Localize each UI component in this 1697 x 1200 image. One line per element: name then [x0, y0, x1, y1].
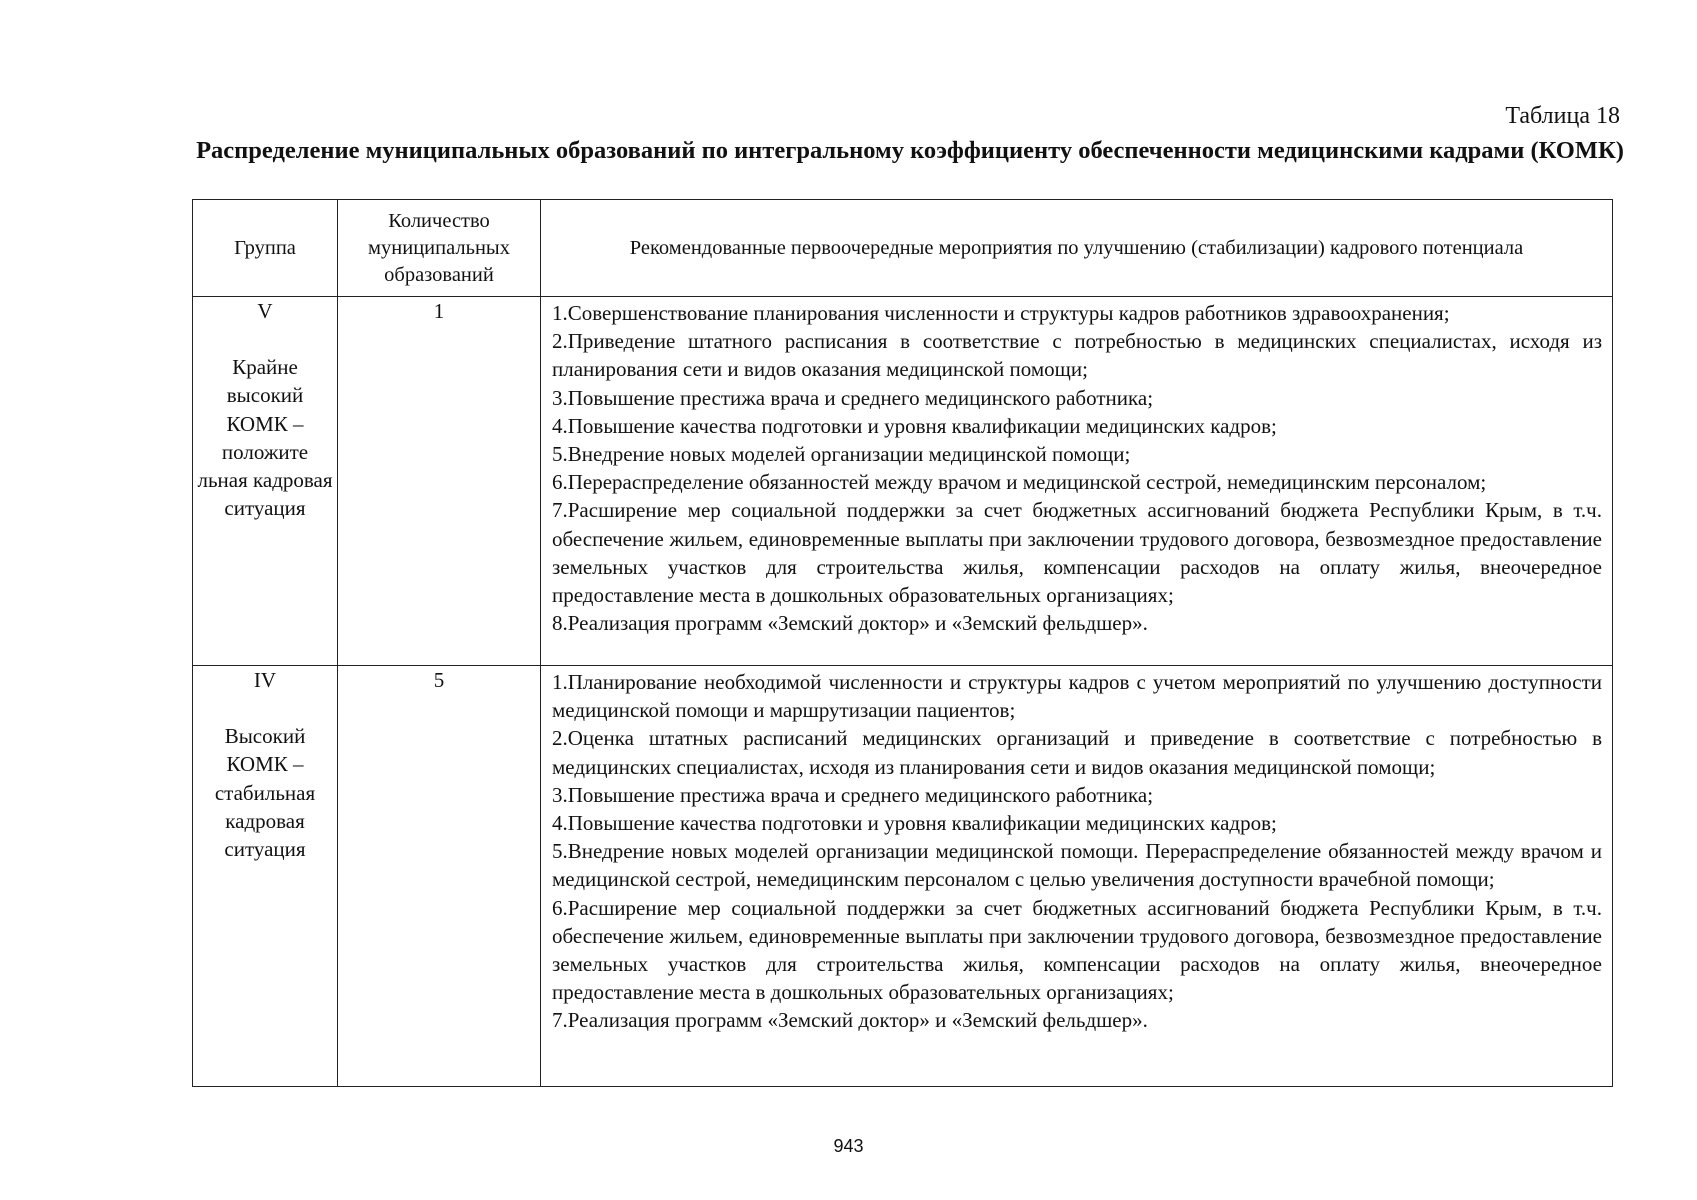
measures-cell	[541, 297, 1613, 666]
measure-item: 4.Повышение качества подготовки и уровня квалификации медицинских кадров;	[552, 413, 1277, 438]
table-row	[193, 297, 1613, 666]
measure-item: 2.Оценка штатных расписаний медицинских организаций и приведение в соответствие с потребностью в медицинских специалистах, исходя из планирования сети и видов оказания медицинской помощи;	[552, 726, 1602, 779]
group-name: Высокий КОМК – стабильная кадровая ситуация	[214, 724, 316, 862]
measure-item: 3.Повышение престижа врача и среднего медицинского работника;	[552, 782, 1154, 807]
group-roman: IV	[253, 668, 277, 692]
table-row	[193, 666, 1613, 1087]
group-cell	[193, 666, 338, 1087]
page-number: 943	[833, 1136, 864, 1156]
measures-cell	[541, 666, 1613, 1087]
measure-item: 3.Повышение престижа врача и среднего медицинского работника;	[552, 385, 1154, 410]
header-measures: Рекомендованные первоочередные мероприятия по улучшению (стабилизации) кадрового потенциала	[541, 200, 1613, 297]
measure-item: 8.Реализация программ «Земский доктор» и «Земский фельдшер».	[552, 611, 1148, 636]
measure-item: 6.Расширение мер социальной поддержки за счет бюджетных ассигнований бюджета Республики Крым, в т.ч. обеспечение жильем, единовременные выплаты при заключении трудового договора, безвозмездное предоставление земельных участков для строительства жилья, компенсации расходов на оплату жилья, внеочередное предоставление места в дошкольных образовательных организациях;	[552, 895, 1602, 1005]
table-title: Распределение муниципальных образований по интегральному коэффициенту обеспеченности медицинскими кадрами (КОМК)	[196, 137, 1624, 164]
measure-item: 1.Планирование необходимой численности и структуры кадров с учетом мероприятий по улучшению доступности медицинской помощи и маршрутизации пациентов;	[552, 670, 1602, 723]
header-group: Группа	[193, 200, 338, 297]
distribution-table	[192, 199, 1613, 1087]
measure-item: 4.Повышение качества подготовки и уровня квалификации медицинских кадров;	[552, 811, 1277, 836]
measure-item: 2.Приведение штатного расписания в соответствие с потребностью в медицинских специалистах, исходя из планирования сети и видов оказания медицинской помощи;	[552, 329, 1602, 382]
measure-item: 5.Внедрение новых моделей организации медицинской помощи. Перераспределение обязанностей между врачом и медицинской сестрой, немедицинским персоналом с целью увеличения доступности врачебной помощи;	[552, 839, 1602, 892]
table-header-row	[193, 200, 1613, 297]
table-label: Таблица 18	[1505, 103, 1620, 129]
count-cell: 1	[338, 297, 541, 666]
group-name: Крайне высокий КОМК – положите льная кадровая ситуация	[197, 355, 333, 521]
measure-item: 7.Расширение мер социальной поддержки за счет бюджетных ассигнований бюджета Республики Крым, в т.ч. обеспечение жильем, единовременные выплаты при заключении трудового договора, безвозмездное предоставление земельных участков для строительства жилья, компенсации расходов на оплату жилья, внеочередное предоставление места в дошкольных образовательных организациях;	[552, 498, 1602, 608]
group-roman: V	[257, 299, 273, 323]
measure-item: 7.Реализация программ «Земский доктор» и «Земский фельдшер».	[552, 1008, 1148, 1033]
header-count: Количество муниципальных образований	[338, 200, 541, 297]
measure-item: 1.Совершенствование планирования численности и структуры кадров работников здравоохранения;	[552, 301, 1450, 325]
group-cell	[193, 297, 338, 666]
measure-item: 5.Внедрение новых моделей организации медицинской помощи;	[552, 442, 1131, 467]
measure-item: 6.Перераспределение обязанностей между врачом и медицинской сестрой, немедицинским персоналом;	[552, 470, 1487, 495]
count-cell: 5	[338, 666, 541, 1087]
